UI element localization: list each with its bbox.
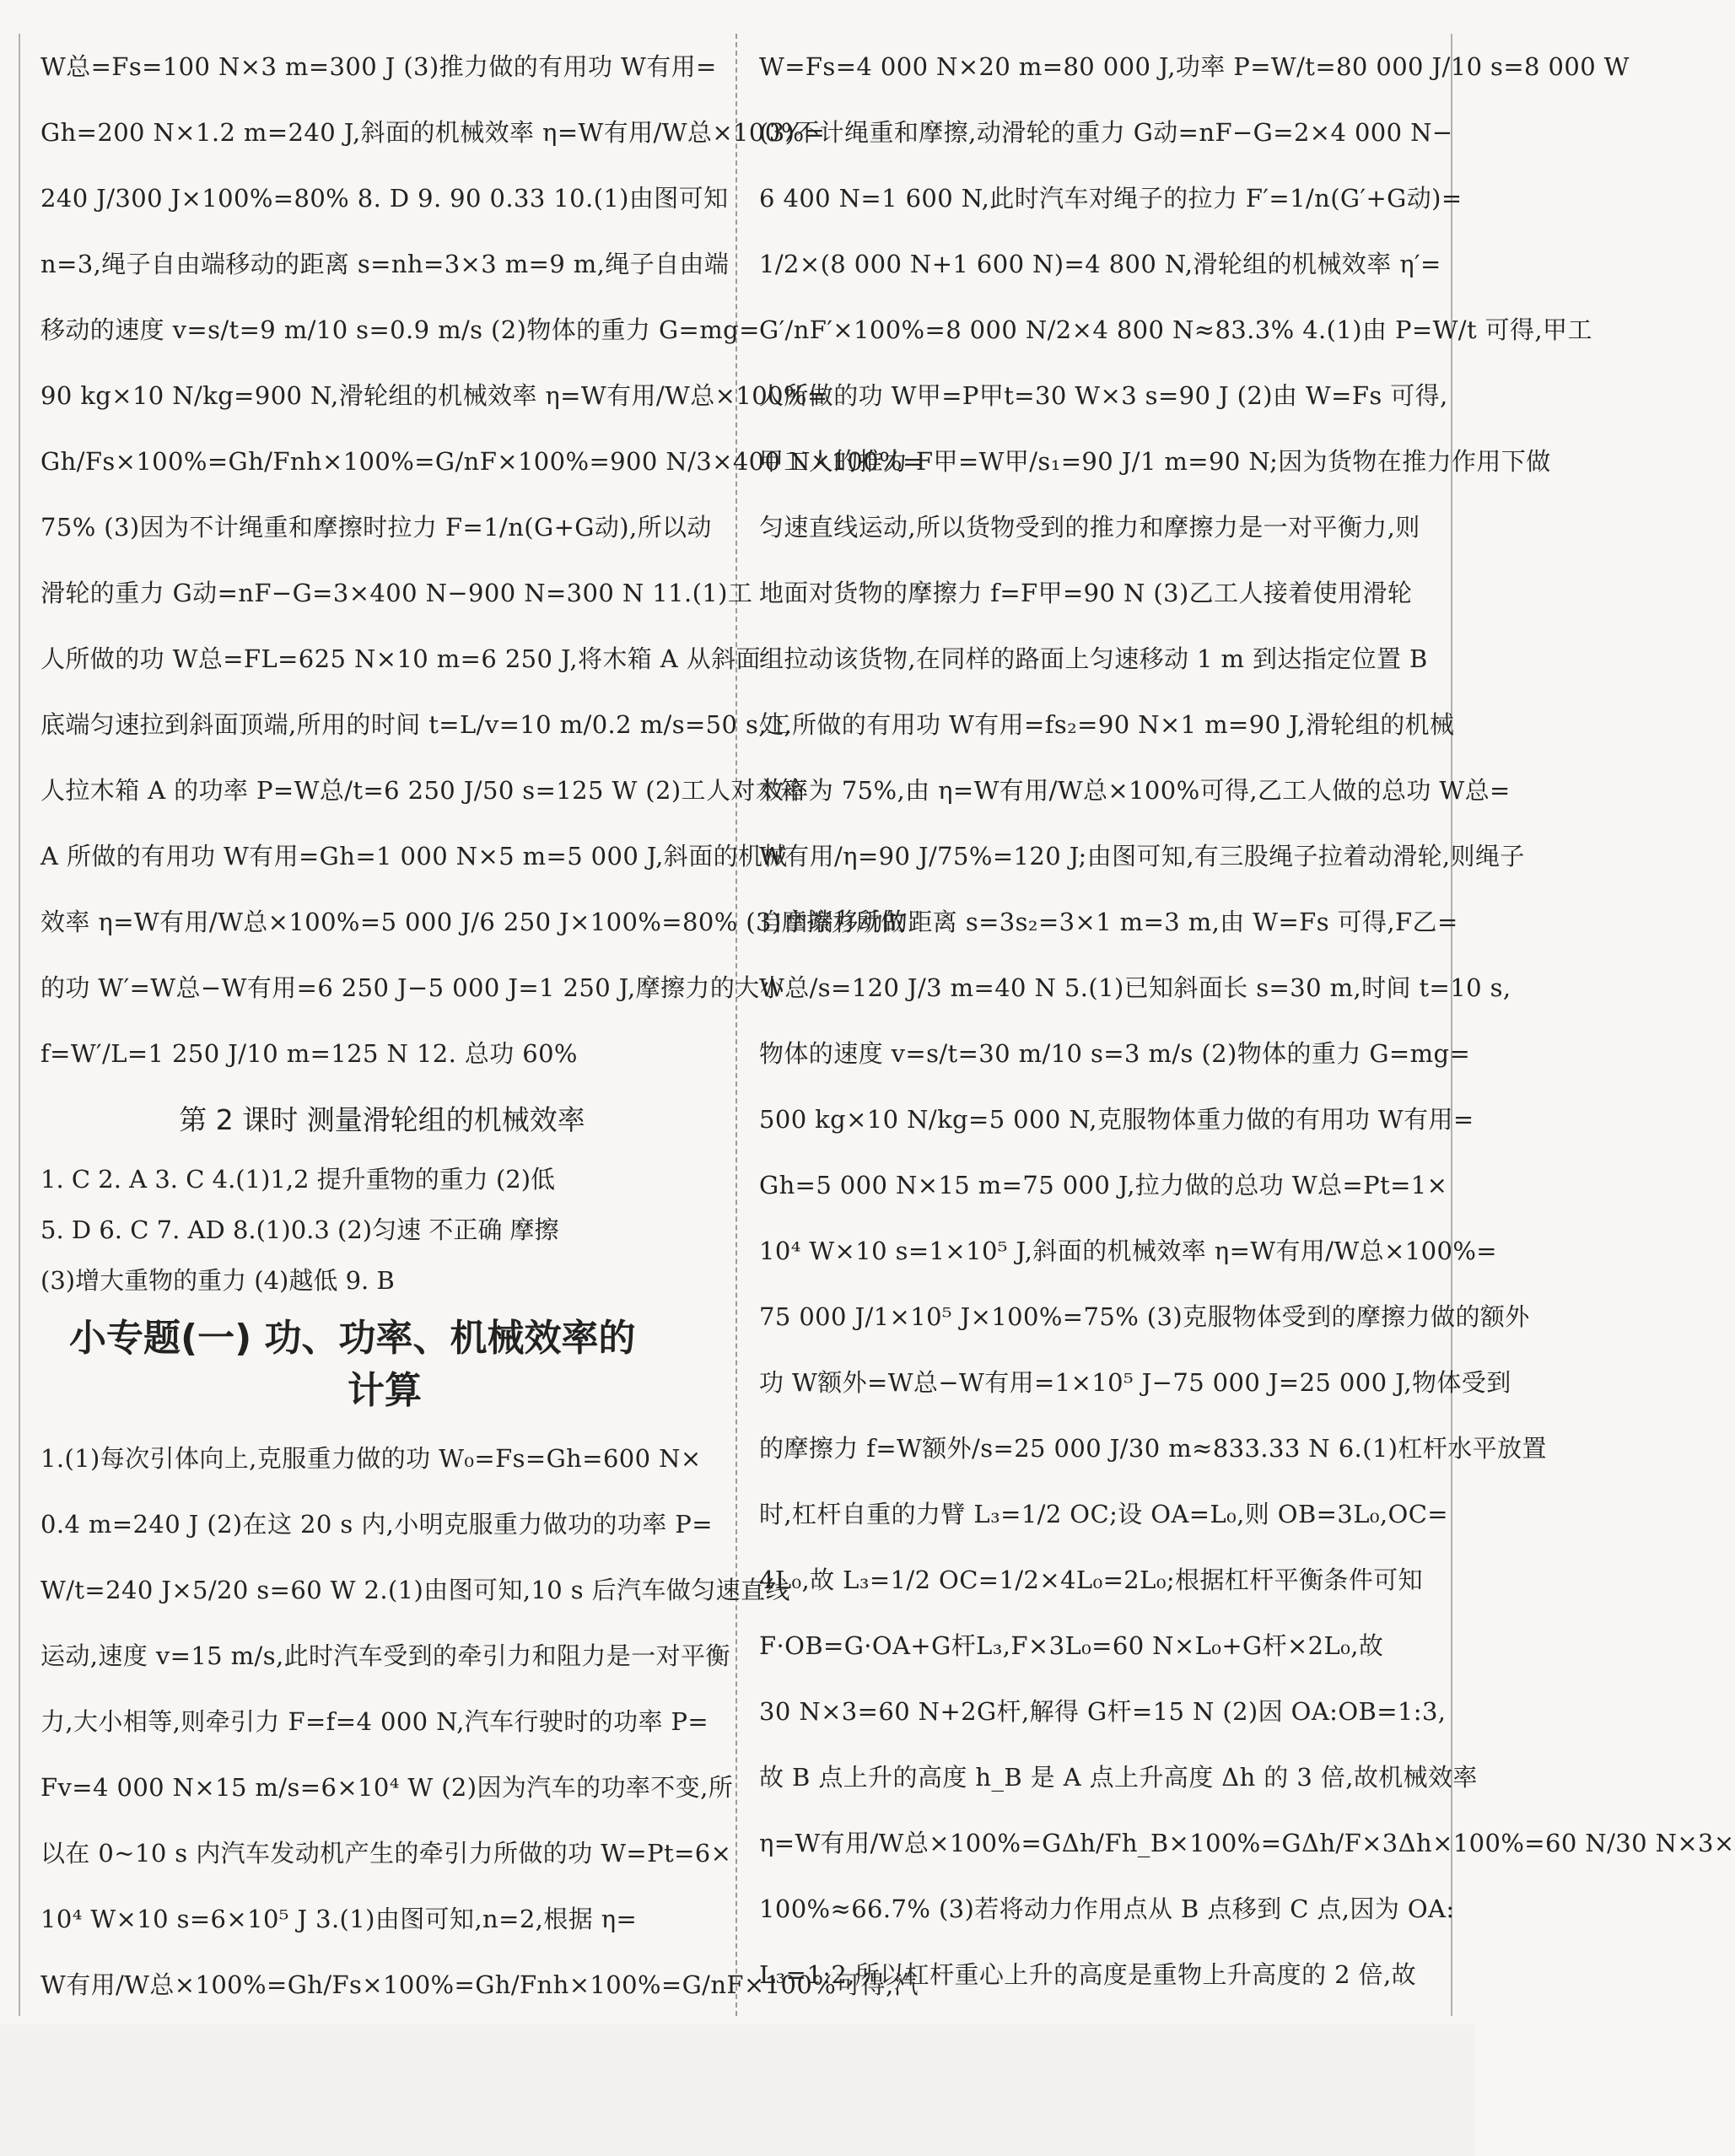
text-line: 滑轮的重力 G动=nF−G=3×400 N−900 N=300 N 11.(1)工	[40, 579, 753, 607]
text-line: 人所做的功 W总=FL=625 N×10 m=6 250 J,将木箱 A 从斜面	[40, 644, 761, 673]
text-line: 组拉动该货物,在同样的路面上匀速移动 1 m 到达指定位置 B	[759, 644, 1428, 673]
text-line: 效率为 75%,由 η=W有用/W总×100%可得,乙工人做的总功 W总=	[759, 776, 1511, 805]
text-line: Gh=200 N×1.2 m=240 J,斜面的机械效率 η=W有用/W总×100%=	[40, 118, 826, 147]
text-line: W/t=240 J×5/20 s=60 W 2.(1)由图可知,10 s 后汽车做匀速直线	[40, 1576, 790, 1604]
text-line: L₃=1:2,所以杠杆重心上升的高度是重物上升高度的 2 倍,故	[759, 1960, 1416, 1989]
page-bottom-margin	[0, 2024, 1475, 2156]
text-line: 90 kg×10 N/kg=900 N,滑轮组的机械效率 η=W有用/W总×100%=	[40, 381, 828, 410]
text-line: 人所做的功 W甲=P甲t=30 W×3 s=90 J (2)由 W=Fs 可得,	[759, 381, 1448, 410]
text-line: W总=Fs=100 N×3 m=300 J (3)推力做的有用功 W有用=	[40, 52, 717, 81]
answer-line: 5. D 6. C 7. AD 8.(1)0.3 (2)匀速 不正确 摩擦	[40, 1215, 559, 1244]
text-line: 人拉木箱 A 的功率 P=W总/t=6 250 J/50 s=125 W (2)工人对木箱	[40, 776, 806, 805]
text-line: Fv=4 000 N×15 m/s=6×10⁴ W (2)因为汽车的功率不变,所	[40, 1773, 734, 1802]
text-line: G′/nF′×100%=8 000 N/2×4 800 N≈83.3% 4.(1)由 P=W/t 可得,甲工	[759, 315, 1592, 344]
special-topic-title	[40, 1312, 724, 1417]
right-column	[759, 34, 1735, 2008]
text-line: 10⁴ W×10 s=6×10⁵ J 3.(1)由图可知,n=2,根据 η=	[40, 1905, 638, 1933]
text-line: 1/2×(8 000 N+1 600 N)=4 800 N,滑轮组的机械效率 η′=	[759, 250, 1441, 278]
left-column	[40, 34, 924, 2008]
text-line: 240 J/300 J×100%=80% 8. D 9. 90 0.33 10.(1)由图可知	[40, 184, 729, 213]
text-line: 底端匀速拉到斜面顶端,所用的时间 t=L/v=10 m/0.2 m/s=50 s,工	[40, 710, 792, 739]
text-line: F·OB=G·OA+G杆L₃,F×3L₀=60 N×L₀+G杆×2L₀,故	[759, 1631, 1384, 1660]
text-line: 时,杠杆自重的力臂 L₃=1/2 OC;设 OA=L₀,则 OB=3L₀,OC=	[759, 1500, 1448, 1528]
text-line: 甲工人的推力 F甲=W甲/s₁=90 J/1 m=90 N;因为货物在推力作用下做	[759, 447, 1551, 476]
text-line: A 所做的有用功 W有用=Gh=1 000 N×5 m=5 000 J,斜面的机械	[40, 842, 788, 870]
text-line: 效率 η=W有用/W总×100%=5 000 J/6 250 J×100%=80% (3)摩擦力所做	[40, 908, 906, 936]
text-line: 500 kg×10 N/kg=5 000 N,克服物体重力做的有用功 W有用=	[759, 1105, 1474, 1134]
text-line: (3)不计绳重和摩擦,动滑轮的重力 G动=nF−G=2×4 000 N−	[759, 118, 1453, 147]
text-line: 75% (3)因为不计绳重和摩擦时拉力 F=1/n(G+G动),所以动	[40, 513, 712, 542]
answer-list	[40, 1154, 724, 1306]
text-line: 4L₀,故 L₃=1/2 OC=1/2×4L₀=2L₀;根据杠杆平衡条件可知	[759, 1566, 1424, 1594]
answer-line: 1. C 2. A 3. C 4.(1)1,2 提升重物的重力 (2)低	[40, 1165, 556, 1194]
text-line: f=W′/L=1 250 J/10 m=125 N 12. 总功 60%	[40, 1039, 578, 1068]
text-line: 匀速直线运动,所以货物受到的推力和摩擦力是一对平衡力,则	[759, 513, 1420, 542]
text-line: W有用/η=90 J/75%=120 J;由图可知,有三股绳子拉着动滑轮,则绳子	[759, 842, 1525, 870]
text-line: Gh=5 000 N×15 m=75 000 J,拉力做的总功 W总=Pt=1×	[759, 1171, 1448, 1199]
text-line: 以在 0~10 s 内汽车发动机产生的牵引力所做的功 W=Pt=6×	[40, 1839, 732, 1868]
text-line: 的功 W′=W总−W有用=6 250 J−5 000 J=1 250 J,摩擦力的大小	[40, 973, 785, 1002]
left-edge-rule	[19, 34, 20, 2016]
special-topic-title-line2: 计算	[348, 1369, 422, 1412]
text-line: Gh/Fs×100%=Gh/Fnh×100%=G/nF×100%=900 N/3×400 N×100%=	[40, 447, 924, 476]
text-line: 30 N×3=60 N+2G杆,解得 G杆=15 N (2)因 OA:OB=1:3,	[759, 1697, 1447, 1726]
text-line: 100%≈66.7% (3)若将动力作用点从 B 点移到 C 点,因为 OA:	[759, 1895, 1455, 1923]
text-line: 0.4 m=240 J (2)在这 20 s 内,小明克服重力做功的功率 P=	[40, 1510, 713, 1539]
right-text	[759, 34, 1735, 2008]
text-line: W总/s=120 J/3 m=40 N 5.(1)已知斜面长 s=30 m,时间 t=10 s,	[759, 973, 1511, 1002]
answer-line: (3)增大重物的重力 (4)越低 9. B	[40, 1266, 395, 1295]
text-line: 自由端移动的距离 s=3s₂=3×1 m=3 m,由 W=Fs 可得,F乙=	[759, 908, 1458, 936]
text-line: 75 000 J/1×10⁵ J×100%=75% (3)克服物体受到的摩擦力做的额外	[759, 1302, 1530, 1331]
text-line: 地面对货物的摩擦力 f=F甲=90 N (3)乙工人接着使用滑轮	[759, 579, 1413, 607]
special-topic-title-line1: 小专题(一) 功、功率、机械效率的	[69, 1317, 636, 1360]
left-bottom-text	[40, 1426, 919, 2083]
text-line: 移动的速度 v=s/t=9 m/10 s=0.9 m/s (2)物体的重力 G=mg=	[40, 315, 760, 344]
lesson-title: 第 2 课时 测量滑轮组的机械效率	[179, 1103, 585, 1136]
text-line: 处,所做的有用功 W有用=fs₂=90 N×1 m=90 J,滑轮组的机械	[759, 710, 1455, 739]
text-line: 物体的速度 v=s/t=30 m/10 s=3 m/s (2)物体的重力 G=mg=	[759, 1039, 1471, 1068]
text-line: W有用/W总×100%=Gh/Fs×100%=Gh/Fnh×100%=G/nF×100%可得,汽	[40, 1970, 919, 1999]
text-line: 1.(1)每次引体向上,克服重力做的功 W₀=Fs=Gh=600 N×	[40, 1444, 702, 1473]
text-line: n=3,绳子自由端移动的距离 s=nh=3×3 m=9 m,绳子自由端	[40, 250, 730, 278]
text-line: 6 400 N=1 600 N,此时汽车对绳子的拉力 F′=1/n(G′+G动)=	[759, 184, 1463, 213]
text-line: 故 B 点上升的高度 h_B 是 A 点上升高度 Δh 的 3 倍,故机械效率	[759, 1763, 1478, 1792]
left-top-text	[40, 34, 924, 1086]
text-line: 运动,速度 v=15 m/s,此时汽车受到的牵引力和阻力是一对平衡	[40, 1641, 730, 1670]
text-line: η=W有用/W总×100%=GΔh/Fh_B×100%=GΔh/F×3Δh×100%=60 N/30 N×3×	[759, 1829, 1735, 1857]
text-line: 10⁴ W×10 s=1×10⁵ J,斜面的机械效率 η=W有用/W总×100%=	[759, 1237, 1497, 1265]
text-line: 功 W额外=W总−W有用=1×10⁵ J−75 000 J=25 000 J,物体受到	[759, 1368, 1511, 1397]
text-line: 力,大小相等,则牵引力 F=f=4 000 N,汽车行驶时的功率 P=	[40, 1707, 709, 1736]
text-line: W=Fs=4 000 N×20 m=80 000 J,功率 P=W/t=80 000 J/10 s=8 000 W	[759, 52, 1630, 81]
text-line: 的摩擦力 f=W额外/s=25 000 J/30 m≈833.33 N 6.(1)杠杆水平放置	[759, 1434, 1547, 1463]
